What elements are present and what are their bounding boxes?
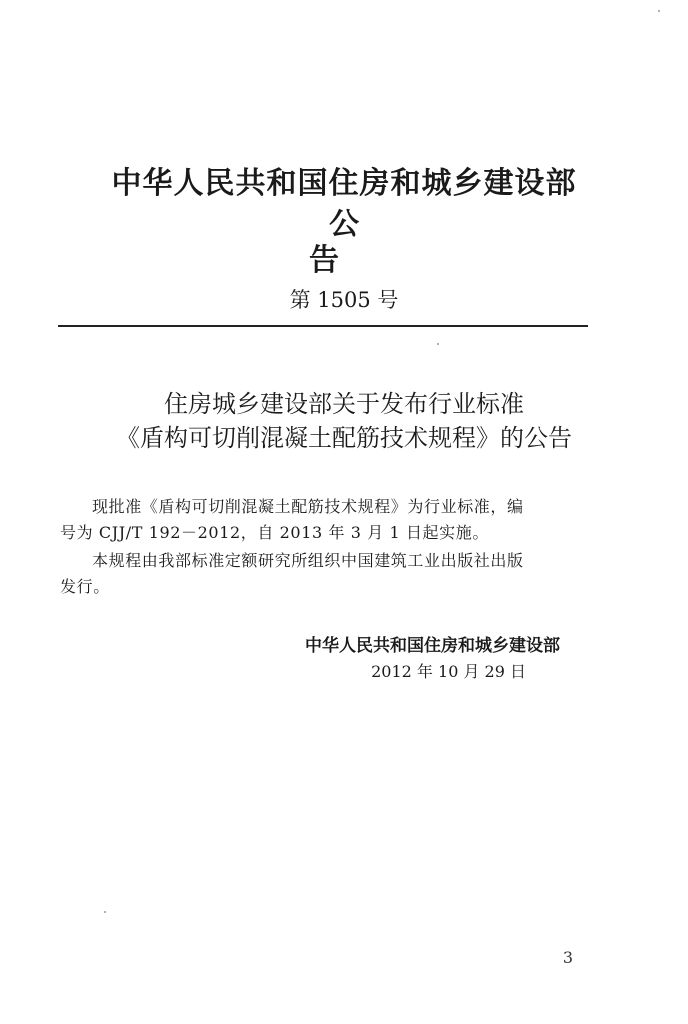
body-paragraph-publication	[60, 548, 588, 600]
scan-speck	[658, 10, 660, 12]
body-paragraph-approval-line2: 号为 CJJ/T 192－2012，自 2013 年 3 月 1 日起实施。	[60, 523, 489, 542]
notice-heading: 公 告	[309, 207, 399, 278]
body-paragraph-publication-line1: 本规程由我部标准定额研究所组织中国建筑工业出版社出版	[92, 551, 524, 570]
body-paragraph-approval-line1: 现批准《盾构可切削混凝土配筋技术规程》为行业标准，编	[92, 497, 524, 516]
page-number: 3	[562, 948, 574, 967]
scan-speck	[104, 911, 106, 913]
body-paragraph-publication-line2: 发行。	[60, 577, 110, 596]
subject-title-line2: 《盾构可切削混凝土配筋技术规程》的公告	[116, 424, 572, 452]
header-divider	[58, 325, 588, 327]
scan-speck	[437, 343, 439, 345]
body-paragraph-approval	[60, 494, 588, 546]
subject-title-line1: 住房城乡建设部关于发布行业标准	[164, 390, 524, 418]
issuer-title: 中华人民共和国住房和城乡建设部	[111, 166, 577, 201]
signature-date: 2012 年 10 月 29 日	[371, 662, 526, 681]
signature-issuer: 中华人民共和国住房和城乡建设部	[305, 636, 560, 656]
issue-number: 第 1505 号	[289, 288, 399, 312]
